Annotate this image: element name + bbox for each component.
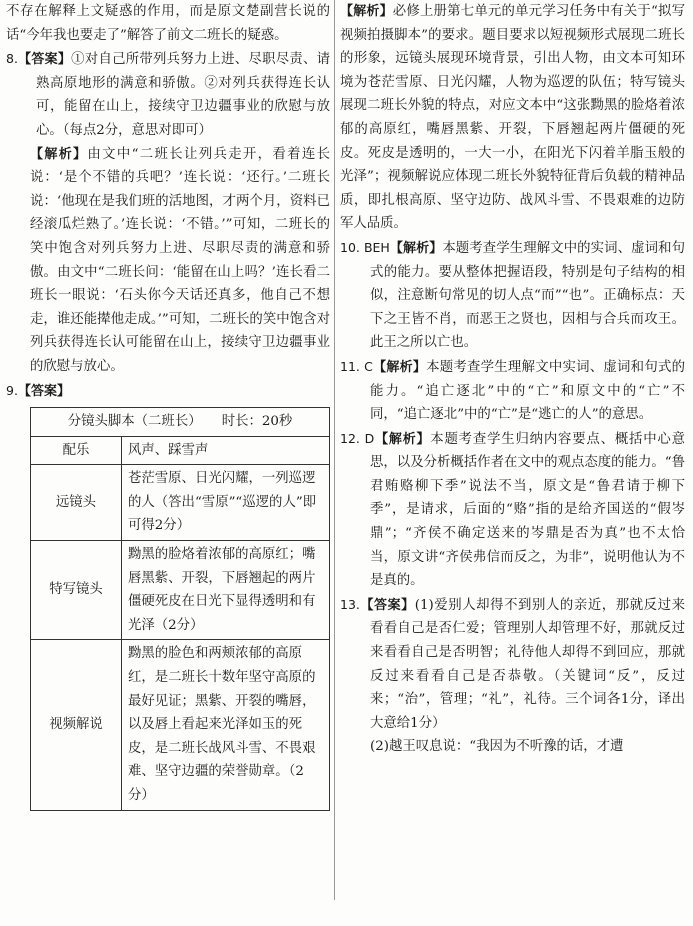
table-row — [31, 640, 330, 810]
q12-number: 12. D — [340, 430, 375, 446]
q10-analysis-tag: 【解析】 — [389, 240, 443, 256]
row-content: 苍茫雪原、日光闪耀，一列巡逻的人（答出“雪原”“巡逻的人”即可得2分） — [122, 465, 330, 541]
storyboard-table — [30, 407, 330, 811]
q13-item — [340, 593, 685, 736]
q12-text: 本题考查学生归纳内容要点、概括中心意思，以及分析概括作者在文中的观点态度的能力。“鲁君贿赂柳下季”说法不当，原文是“鲁君请于柳下季”，是请求，后面的“赂”指的是给齐国送的“假岑鼎”；“齐侯不确定送来的岑鼎是否为真”也不太恰当，原文讲“齐侯弗信而反之，为非”，说明他认为不是真的。 — [370, 431, 685, 589]
q13-text: (1)爱别人却得不到别人的亲近，那就反过来看看自己是否仁爱；管理别人却管理不好，那就反过来看看自己是否明智；礼待他人却得不到回应，那就反过来看看自己是否恭敬。（关键词“反”，反过来；“治”，管理；“礼”，礼待。三个词各1分，译出大意给1分） — [370, 597, 685, 731]
column-divider — [334, 0, 335, 900]
page-footer-smudge — [230, 912, 480, 920]
q9-analysis — [340, 0, 685, 236]
q9-header — [6, 379, 330, 404]
q11-analysis-tag: 【解析】 — [372, 359, 427, 375]
table-row — [31, 541, 330, 640]
table-title: 分镜头脚本（二班长） 时长：20秒 — [31, 408, 330, 437]
table-title-row — [31, 408, 330, 437]
q9-analysis-tag: 【解析】 — [340, 4, 393, 19]
q13-answer-tag: 【答案】 — [359, 597, 415, 613]
q9-number: 9. — [6, 382, 18, 398]
row-label: 配乐 — [31, 436, 122, 465]
row-content: 风声、踩雪声 — [122, 436, 330, 465]
q8-answer-text: ①对自己所带列兵努力上进、尽职尽责、请熟高原地形的满意和骄傲。②对列兵获得连长认可，能留在山上，接续守卫边疆事业的欣慰与放心。（每点2分，意思对即可） — [36, 52, 330, 138]
q8-answer-tag: 【答案】 — [17, 52, 72, 68]
row-label: 远镜头 — [31, 465, 122, 541]
q8-analysis — [6, 143, 330, 379]
row-content: 黝黑的脸色和两颊浓郁的高原红，是二班长十数年坚守高原的最好见证；黑紫、开裂的嘴唇，以及唇上看起来光泽如玉的死皮，是二班长战风斗雪、不畏艰难、坚守边疆的荣誉勋章。（2分） — [122, 640, 330, 810]
q8-analysis-text: 由文中“二班长让列兵走开，看着连长说：‘是个不错的兵吧？’连长说：‘还行。’二班长说：‘他现在是我们班的活地图，才两个月，资料已经滚瓜烂熟了。’连长说：‘不错。’”可知，二班长的笑中饱含对列兵努力上进、尽职尽责的满意和骄傲。由文中“二班长问：‘能留在山上吗？’连长看二班长一眼说：‘石头你今天话还真多，他自己不想走，谁还能撵他走成。’”可知，二班长的笑中饱含对列兵获得连长认可能留在山上，接续守卫边疆事业的欣慰与放心。 — [30, 146, 330, 374]
q11-text: 本题考查学生理解文中实词、虚词和句式的能力。“追亡逐北”中的“亡”和原文中的“亡”不同，“追亡逐北”中的“亡”是“逃亡的人”的意思。 — [370, 359, 685, 423]
q10-item — [340, 236, 685, 355]
q13-part2: (2)越王叹息说：“我因为不听豫的话，才遭 — [370, 739, 624, 755]
q8-number: 8. — [6, 51, 18, 67]
row-label: 视频解说 — [31, 640, 122, 810]
q11-number: 11. C — [340, 358, 373, 374]
q8-answer — [6, 47, 330, 142]
row-content: 黝黑的脸烙着浓郁的高原红；嘴唇黑紫、开裂，下唇翘起的两片僵硬死皮在日光下显得透明和有光泽（2分） — [122, 541, 330, 640]
row-label: 特写镜头 — [31, 541, 122, 640]
right-column — [340, 0, 685, 759]
intro-paragraph: 不存在解释上文疑惑的作用，而是原文楚副营长说的话“今年我也要走了”解答了前文二班长的疑惑。 — [6, 4, 330, 43]
q9-analysis-text: 必修上册第七单元的单元学习任务中有关于“拟写视频拍摄脚本”的要求。题目要求以短视频形式展现二班长的形象，远镜头展现环境背景，引出人物，由文本可知环境为苍茫雪原、日光闪耀，人物为巡逻的队伍；特写镜头展现二班长外貌的特点，对应文本中“这张黝黑的脸烙着浓郁的高原红，嘴唇黑紫、开裂，下唇翘起两片僵硬的死皮。死皮是透明的，一大一小，在阳光下闪着羊脂玉般的光泽”；视频解说应体现二班长外貌特征背后负载的精神品质，即扎根高原、坚守边防、战风斗雪、不畏艰难的边防军人品质。 — [340, 4, 685, 232]
q9-answer-tag: 【答案】 — [17, 383, 70, 399]
q12-analysis-tag: 【解析】 — [374, 431, 431, 447]
q12-item — [340, 427, 685, 593]
table-row — [31, 465, 330, 541]
q13-number: 13. — [340, 596, 360, 612]
left-column — [6, 0, 330, 811]
q8-analysis-tag: 【解析】 — [30, 146, 88, 162]
q11-item — [340, 355, 685, 427]
table-row — [31, 436, 330, 465]
q10-number: 10. BEH — [340, 239, 390, 255]
q10-text: 本题考查学生理解文中的实词、虚词和句式的能力。要从整体把握语段，特别是句子结构的相似，注意断句常见的切人点“而”“也”。正确标点：天下之王皆不肖，而恶王之贤也，因相与合兵而攻王。此王之所以亡也。 — [370, 240, 685, 351]
